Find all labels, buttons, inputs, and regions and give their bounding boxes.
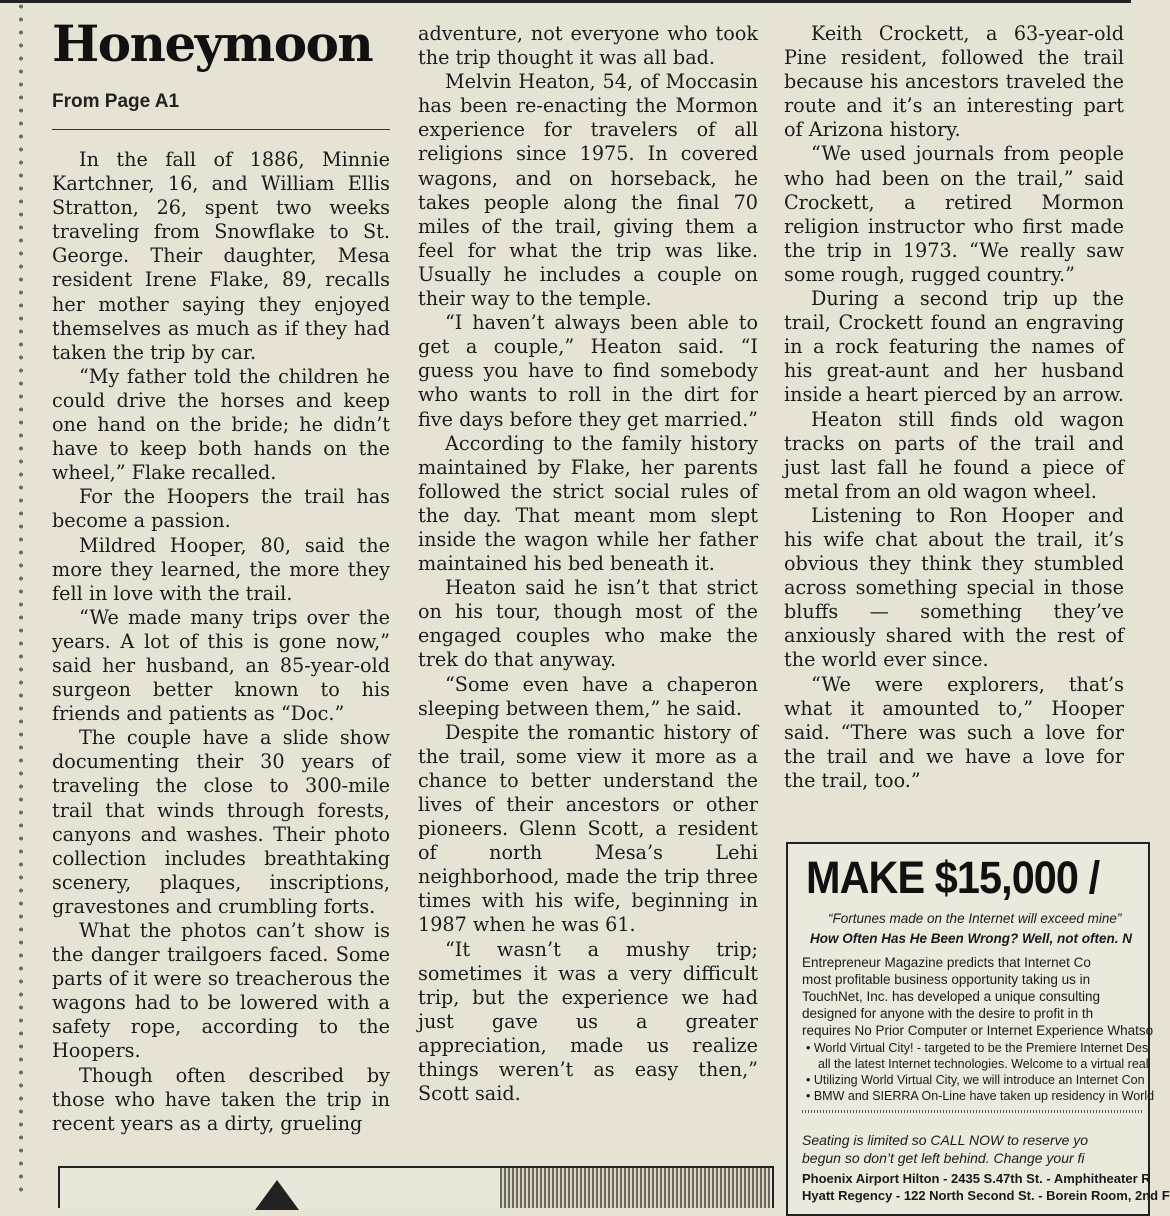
ad-body-line: Entrepreneur Magazine predicts that Internet Co [802, 955, 1091, 970]
paragraph: Though often described by those who have taken the trip in recent years as a dirty, grueling [52, 1063, 390, 1135]
ad-seating-line: Seating is limited so CALL NOW to reserve yo [802, 1132, 1089, 1148]
ad-body-line: requires No Prior Computer or Internet Experience Whatso [802, 1023, 1154, 1038]
paragraph: “We made many trips over the years. A lot of this is gone now,” said her husband, an 85-year-old surgeon better known to his friends and patients as “Doc.” [52, 605, 390, 726]
paragraph: During a second trip up the trail, Crockett found an engraving in a rock featuring the names of his great-aunt and her husband inside a heart pierced by an arrow. [784, 287, 1125, 407]
ad-bullet: • BMW and SIERRA On-Line have taken up residency in World [806, 1089, 1155, 1103]
article-column-1 [52, 148, 390, 1136]
article-headline: Honeymoon [52, 14, 373, 73]
page-perforation [16, 0, 26, 1200]
paragraph: What the photos can’t show is the danger trailgoers faced. Some parts of it were so treacherous the wagons had to be lowered with a safety rope, according to the Hoopers. [52, 919, 390, 1063]
paragraph: For the Hoopers the trail has become a passion. [52, 485, 390, 533]
ad-headline: MAKE $15,000 / [806, 852, 1100, 903]
paragraph: “Some even have a chaperon sleeping between them,” he said. [418, 672, 758, 720]
internet-business-ad [786, 842, 1170, 1216]
ad-quote: “Fortunes made on the Internet will exceed mine” [828, 911, 1122, 926]
ad-bullet: • Utilizing World Virtual City, we will introduce an Internet Con [806, 1073, 1145, 1087]
top-rule [0, 0, 1131, 3]
paragraph: “We were explorers, that’s what it amounted to,” Hooper said. “There was such a love for the trail and we have a love for the trail, too.” [784, 672, 1124, 792]
paragraph: Keith Crockett, a 63-year-old Pine resident, followed the trail because his ancestors traveled the route and it’s an interesting part of Arizona history. [784, 22, 1124, 142]
paragraph: “I haven’t always been able to get a couple,” Heaton said. “I guess you have to find somebody who wants to roll in the dirt for five days before they get married.” [418, 311, 758, 431]
ad-divider [802, 1110, 1142, 1113]
ad-body-line: designed for anyone with the desire to profit in th [802, 1006, 1094, 1021]
ad-body-line: TouchNet, Inc. has developed a unique consulting [802, 989, 1100, 1004]
paragraph: Despite the romantic history of the trail, some view it more as a chance to better understand the lives of their ancestors or other pioneers. Glenn Scott, a resident of north Mesa’s Lehi neighborhood, made the trip three times with his wife, beginning in 1987 when he was 61. [418, 720, 758, 937]
paragraph: Heaton still finds old wagon tracks on parts of the trail and just last fall he found a piece of metal from an old wagon wheel. [784, 407, 1124, 503]
paragraph: Melvin Heaton, 54, of Moccasin has been re-enacting the Mormon experience for travelers of all religions since 1975. In covered wagons, and on horseback, he takes people along the final 70 miles of the trail, giving them a feel for what the trip was like. Usually he includes a couple on their way to the temple. [418, 70, 758, 311]
bottom-ad-box [58, 1166, 774, 1208]
paragraph: Mildred Hooper, 80, said the more they learned, the more they fell in love with the trail. [52, 533, 390, 605]
paragraph: “It wasn’t a mushy trip; sometimes it was a very difficult trip, but the experience we had just gave us a greater appreciation, made us realize things weren’t as easy then,” Scott said. [418, 937, 758, 1106]
ad-venue: Phoenix Airport Hilton - 2435 S.47th St. - Amphitheater R [802, 1171, 1151, 1186]
paragraph: “My father told the children he could drive the horses and keep one hand on the bride; he didn’t have to keep both hands on the wheel,” Flake recalled. [52, 364, 390, 485]
ad-bullet: • World Virtual City! - targeted to be the Premiere Internet Des [806, 1041, 1149, 1055]
headline-rule [52, 129, 390, 130]
ad-halftone [500, 1168, 770, 1208]
paragraph: In the fall of 1886, Minnie Kartchner, 16, and William Ellis Stratton, 26, spent two weeks traveling from Snowflake to St. George. Their daughter, Mesa resident Irene Flake, 89, recalls her mother saying they enjoyed themselves as much as if they had taken the trip by car. [52, 148, 390, 364]
paragraph: adventure, not everyone who took the trip thought it was all bad. [418, 22, 758, 70]
ad-graphic [255, 1180, 299, 1210]
ad-venue: Hyatt Regency - 122 North Second St. - Borein Room, 2nd F [802, 1188, 1170, 1203]
paragraph: The couple have a slide show documenting their 30 years of traveling the close to 300-mile trail that winds through forests, canyons and washes. Their photo collection includes breathtaking scenery, plaques, inscriptions, gravestones and crumbling forts. [52, 726, 390, 918]
ad-bullet: all the latest Internet technologies. Welcome to a virtual real [818, 1057, 1149, 1071]
paragraph: According to the family history maintained by Flake, her parents followed the strict social rules of the day. That meant mom slept inside the wagon while her father maintained his bed beneath it. [418, 431, 758, 576]
ad-seating-line: begun so don’t get left behind. Change your fi [802, 1150, 1085, 1166]
paragraph: Heaton said he isn’t that strict on his tour, though most of the engaged couples who make the trek do that anyway. [418, 576, 758, 672]
paragraph: Listening to Ron Hooper and his wife chat about the trail, it’s obvious they think they stumbled across something special in those bluffs — something they’ve anxiously shared with the rest of the world ever since. [784, 503, 1124, 672]
jump-line: From Page A1 [52, 91, 180, 112]
ad-body-line: most profitable business opportunity taking us in [802, 972, 1091, 987]
article-column-3 [784, 22, 1124, 793]
ad-subhead: How Often Has He Been Wrong? Well, not often. N [810, 931, 1133, 946]
article-column-2 [418, 22, 758, 1106]
paragraph: “We used journals from people who had been on the trail,” said Crockett, a retired Mormon religion instructor who first made the trip in 1973. “We really saw some rough, rugged country.” [784, 142, 1124, 286]
